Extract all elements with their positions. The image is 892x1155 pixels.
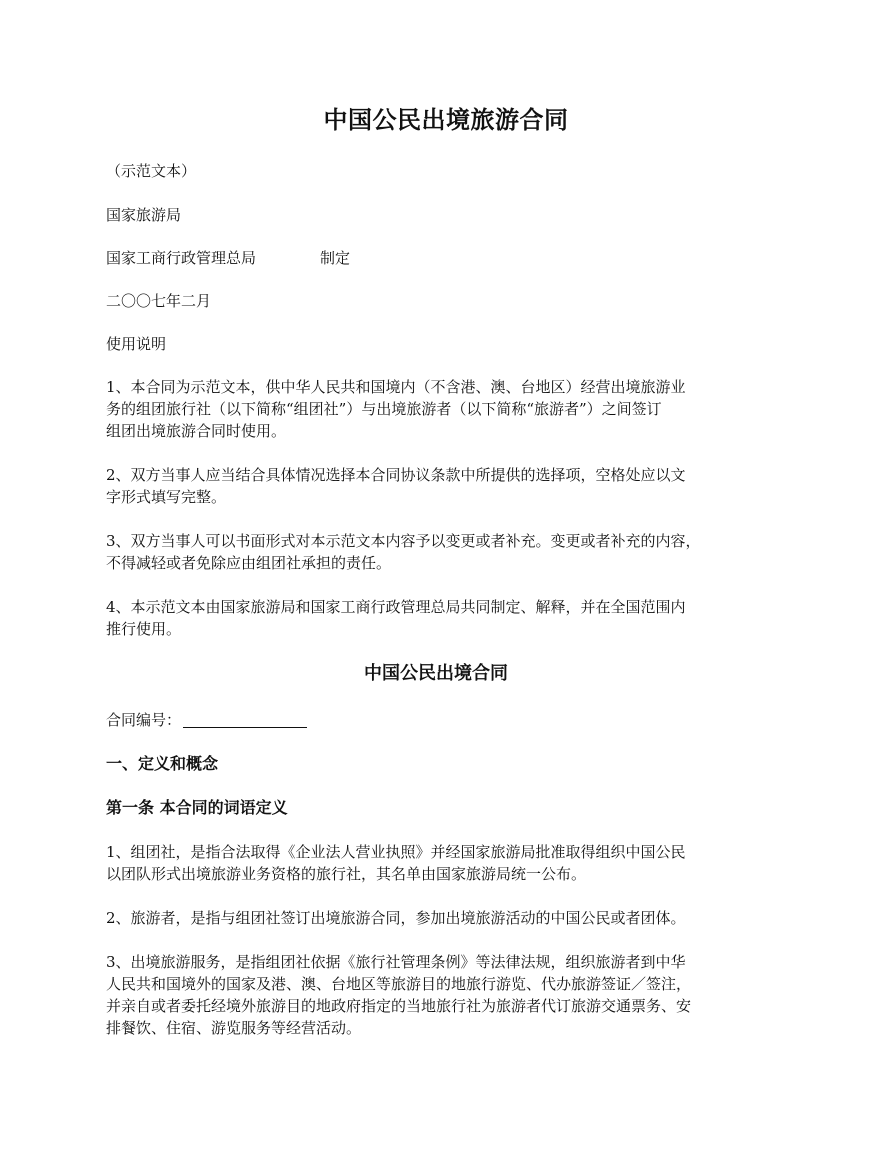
definition-3-line-1: 3、出境旅游服务，是指组团社依据《旅行社管理条例》等法律法规，组织旅游者到中华 xyxy=(106,953,686,971)
usage-item-3-line-2: 不得减轻或者免除应由组团社承担的责任。 xyxy=(106,554,392,572)
section-1-heading: 一、定义和概念 xyxy=(106,754,219,773)
usage-item-2 xyxy=(106,464,802,508)
usage-item-2-line-2: 字形式填写完整。 xyxy=(106,488,227,506)
usage-item-3 xyxy=(106,530,802,574)
contract-number-blank[interactable] xyxy=(183,711,307,728)
usage-item-1-line-2: 务的组团旅行社（以下简称“组团社”）与出境旅游者（以下简称“旅游者”）之间签订 xyxy=(106,400,662,418)
usage-item-4 xyxy=(106,596,802,640)
issuer-2-suffix: 制定 xyxy=(320,249,351,267)
usage-item-4-line-2: 推行使用。 xyxy=(106,620,182,638)
usage-item-4-line-1: 4、本示范文本由国家旅游局和国家工商行政管理总局共同制定、解释，并在全国范围内 xyxy=(106,598,686,616)
definition-3 xyxy=(106,951,802,1039)
usage-item-3-line-1: 3、双方当事人可以书面形式对本示范文本内容予以变更或者补充。变更或者补充的内容， xyxy=(106,532,701,550)
usage-item-1-line-3: 组团出境旅游合同时使用。 xyxy=(106,422,287,440)
definition-2-line-1: 2、旅游者，是指与组团社签订出境旅游合同，参加出境旅游活动的中国公民或者团体。 xyxy=(106,909,686,927)
issuer-line xyxy=(106,247,802,269)
definition-2 xyxy=(106,907,802,929)
issuer-1: 国家旅游局 xyxy=(106,206,182,224)
definition-1-line-1: 1、组团社，是指合法取得《企业法人营业执照》并经国家旅游局批准取得组织中国公民 xyxy=(106,843,686,861)
definition-3-line-4: 排餐饮、住宿、游览服务等经营活动。 xyxy=(106,1019,362,1037)
usage-item-2-line-1: 2、双方当事人应当结合具体情况选择本合同协议条款中所提供的选择项，空格处应以文 xyxy=(106,466,686,484)
document-date: 二〇〇七年二月 xyxy=(106,292,212,310)
definition-1-line-2: 以团队形式出境旅游业务资格的旅行社，其名单由国家旅游局统一公布。 xyxy=(106,865,587,883)
definition-3-line-3: 并亲自或者委托经境外旅游目的地政府指定的当地旅行社为旅游者代订旅游交通票务、安 xyxy=(106,997,692,1015)
document-title: 中国公民出境旅游合同 xyxy=(323,105,569,134)
usage-heading: 使用说明 xyxy=(106,335,167,353)
contract-number-row xyxy=(106,709,802,731)
sample-note: （示范文本） xyxy=(106,162,197,180)
article-1-heading: 第一条 本合同的词语定义 xyxy=(106,798,288,817)
contract-number-label: 合同编号： xyxy=(106,711,182,729)
issuer-2: 国家工商行政管理总局 xyxy=(106,249,257,267)
contract-title: 中国公民出境合同 xyxy=(364,663,508,684)
usage-item-1 xyxy=(106,376,802,442)
definition-3-line-2: 人民共和国境外的国家及港、澳、台地区等旅游目的地旅行游览、代办旅游签证／签注， xyxy=(106,975,692,993)
usage-item-1-line-1: 1、本合同为示范文本，供中华人民共和国境内（不含港、澳、台地区）经营出境旅游业 xyxy=(106,378,686,396)
definition-1 xyxy=(106,841,802,885)
